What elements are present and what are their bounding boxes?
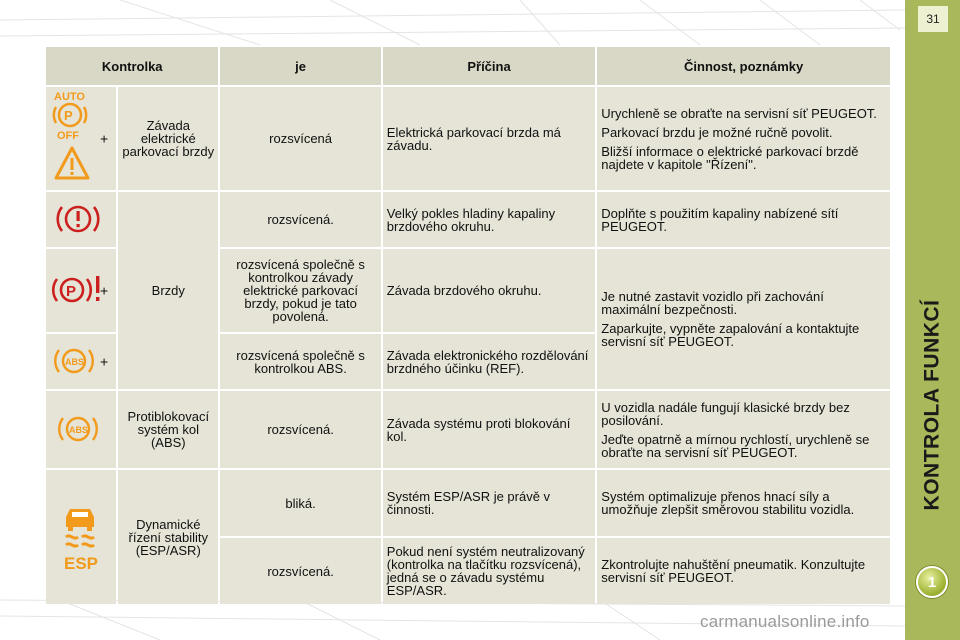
abs-icon [46, 392, 116, 466]
svg-text:AUTO: AUTO [54, 90, 85, 103]
svg-text:P: P [64, 107, 73, 123]
cause: Systém ESP/ASR je právě v činnosti. [383, 470, 596, 536]
svg-text:ESP: ESP [64, 554, 99, 573]
page-number: 31 [918, 6, 948, 32]
header-je: je [220, 47, 380, 85]
plus-sign: + [99, 353, 109, 369]
indicator-state: rozsvícená. [220, 391, 380, 468]
cause: Velký pokles hladiny kapaliny brzdového okruhu. [383, 192, 596, 247]
table-header-row [46, 47, 890, 85]
icon-cell [46, 470, 116, 604]
svg-text:ABS: ABS [65, 356, 85, 367]
icon-cell [46, 334, 116, 389]
cause: Pokud není systém neutralizovaný (kontrolka na tlačítku rozsvícená), jedná se o závadu systému ESP/ASR. [383, 538, 596, 604]
header-cinnost: Činnost, poznámky [597, 47, 890, 85]
section-title: KONTROLA FUNKCÍ [920, 299, 944, 511]
cause: Závada elektronického rozdělování brzdného účinku (REF). [383, 334, 596, 389]
header-pricina: Příčina [383, 47, 596, 85]
icon-cell [46, 192, 116, 247]
table-row [46, 87, 890, 190]
action-notes: U vozidla nadále fungují klasické brzdy bez posilování. Jeďte opatrně a mírnou rychlostí, urychleně se obraťte na servisní síť PEUGEOT. [597, 391, 890, 468]
indicator-state: rozsvícená [220, 87, 380, 190]
action-notes: Doplňte s použitím kapaliny nabízené sítí PEUGEOT. [597, 192, 890, 247]
header-kontrolka: Kontrolka [46, 47, 218, 85]
indicator-name: Protiblokovací systém kol (ABS) [118, 391, 218, 468]
chapter-badge: 1 [916, 566, 948, 598]
warning-lights-table [44, 45, 892, 606]
svg-text:ABS: ABS [69, 424, 89, 435]
svg-text:OFF: OFF [57, 129, 79, 142]
svg-text:P: P [66, 282, 77, 300]
icon-cell [46, 249, 116, 332]
action-notes: Je nutné zastavit vozidlo při zachování maximální bezpečnosti. Zaparkujte, vypněte zapalování a kontaktujte servisní síť PEUGEOT. [597, 249, 890, 389]
cause: Elektrická parkovací brzda má závadu. [383, 87, 596, 190]
indicator-state: rozsvícená. [220, 538, 380, 604]
action-notes: Systém optimalizuje přenos hnací síly a umožňuje zlepšit směrovou stabilitu vozidla. [597, 470, 890, 536]
esp-skid-car-icon [46, 471, 116, 601]
icon-cell [46, 391, 116, 468]
table-row [46, 391, 890, 468]
indicator-state: rozsvícená společně s kontrolkou závady elektrické parkovací brzdy, pokud je tato povolená. [220, 249, 380, 332]
cause: Závada brzdového okruhu. [383, 249, 596, 332]
cause: Závada systému proti blokování kol. [383, 391, 596, 468]
plus-sign: + [99, 282, 109, 298]
table-row [46, 470, 890, 536]
watermark: carmanualsonline.info [700, 612, 870, 631]
brake-warning-icon [46, 193, 116, 245]
indicator-state: rozsvícená. [220, 192, 380, 247]
indicator-name: Brzdy [118, 192, 218, 389]
indicator-name: Dynamické řízení stability (ESP/ASR) [118, 470, 218, 604]
indicator-state: rozsvícená společně s kontrolkou ABS. [220, 334, 380, 389]
action-notes: Zkontrolujte nahuštění pneumatik. Konzultujte servisní síť PEUGEOT. [597, 538, 890, 604]
icon-cell [46, 87, 116, 190]
table-row [46, 192, 890, 247]
action-notes: Urychleně se obraťte na servisní síť PEUGEOT. Parkovací brzdu je možné ručně povolit. Bližší informace o elektrické parkovací brzdě najdete v kapitole "Řízení". [597, 87, 890, 190]
plus-sign: + [99, 130, 109, 146]
indicator-name: Závada elektrické parkovací brzdy [118, 87, 218, 190]
indicator-state: bliká. [220, 470, 380, 536]
